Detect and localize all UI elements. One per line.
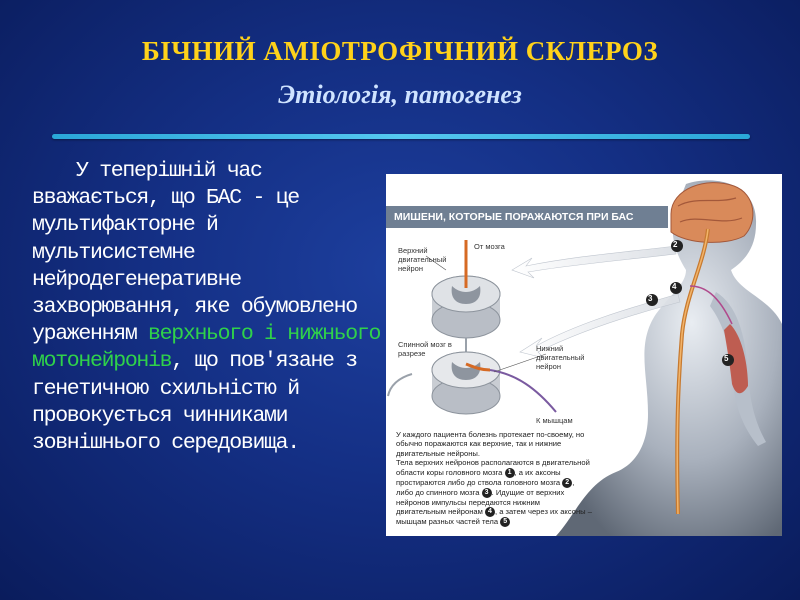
spinal-section-bottom [388, 352, 556, 414]
label-from-brain: От мозга [474, 242, 505, 251]
marker-4-label: 4 [672, 282, 677, 291]
label-spinal-cord: Спинной мозг в разрезе [398, 340, 452, 358]
caption-line1: У каждого пациента болезнь протекает по-своему, но обычно поражаются как верхние, так и нижние двигательные нейроны. [396, 430, 585, 458]
caption-line2e: , а затем через их аксоны – мышцам разных частей тела [396, 507, 592, 527]
marker-3-label: 3 [648, 294, 653, 303]
paragraph-part1: У теперішній час вважається, що БАС - це мультифакторне й мультисистемне нейродегенеративне захворювання, яке обумовлено ураженням [32, 159, 357, 347]
divider-rule [52, 134, 750, 139]
caption-line2a: Тела верхних нейронов располагаются в двигательной области коры головного мозга [396, 458, 590, 477]
caption-num-4: 4 [485, 507, 495, 517]
figure-header: МИШЕНИ, КОТОРЫЕ ПОРАЖАЮТСЯ ПРИ БАС [386, 206, 668, 228]
caption-num-2: 2 [562, 478, 572, 488]
body-paragraph [32, 158, 382, 457]
caption-num-5: 5 [500, 517, 510, 527]
slide-subtitle: Этіологія, патогенез [278, 80, 522, 109]
brain [671, 183, 753, 243]
caption-num-3: 3 [482, 488, 492, 498]
arrow-upper [512, 246, 676, 278]
label-upper-neuron: Верхний двигательный нейрон [398, 246, 447, 273]
caption-num-1: 1 [505, 468, 515, 478]
marker-5-label: 5 [724, 354, 729, 363]
caption-line2b: , а их аксоны простираются либо до ствола головного мозга [396, 467, 561, 487]
label-lower-neuron: Нижний двигательный нейрон [536, 344, 585, 371]
paragraph-highlight: верхнього і нижнього мотонейронів [32, 322, 381, 374]
slide-title: БІЧНИЙ АМІОТРОФІЧНИЙ СКЛЕРОЗ [141, 36, 659, 66]
label-to-muscle: К мышцам [536, 416, 573, 425]
caption-line2d: . Идущие от верхних нейронов импульсы передаются нижним двигательным нейронам [396, 487, 565, 517]
caption-line2c: , либо до спинного мозга [396, 477, 575, 497]
marker-2-label: 2 [673, 240, 678, 249]
als-illustration [386, 174, 782, 536]
paragraph-part2: , що пов'язане з генетичною схильністю й провокується чинниками зовнішнього середовища. [32, 349, 357, 456]
figure-caption [396, 430, 592, 527]
